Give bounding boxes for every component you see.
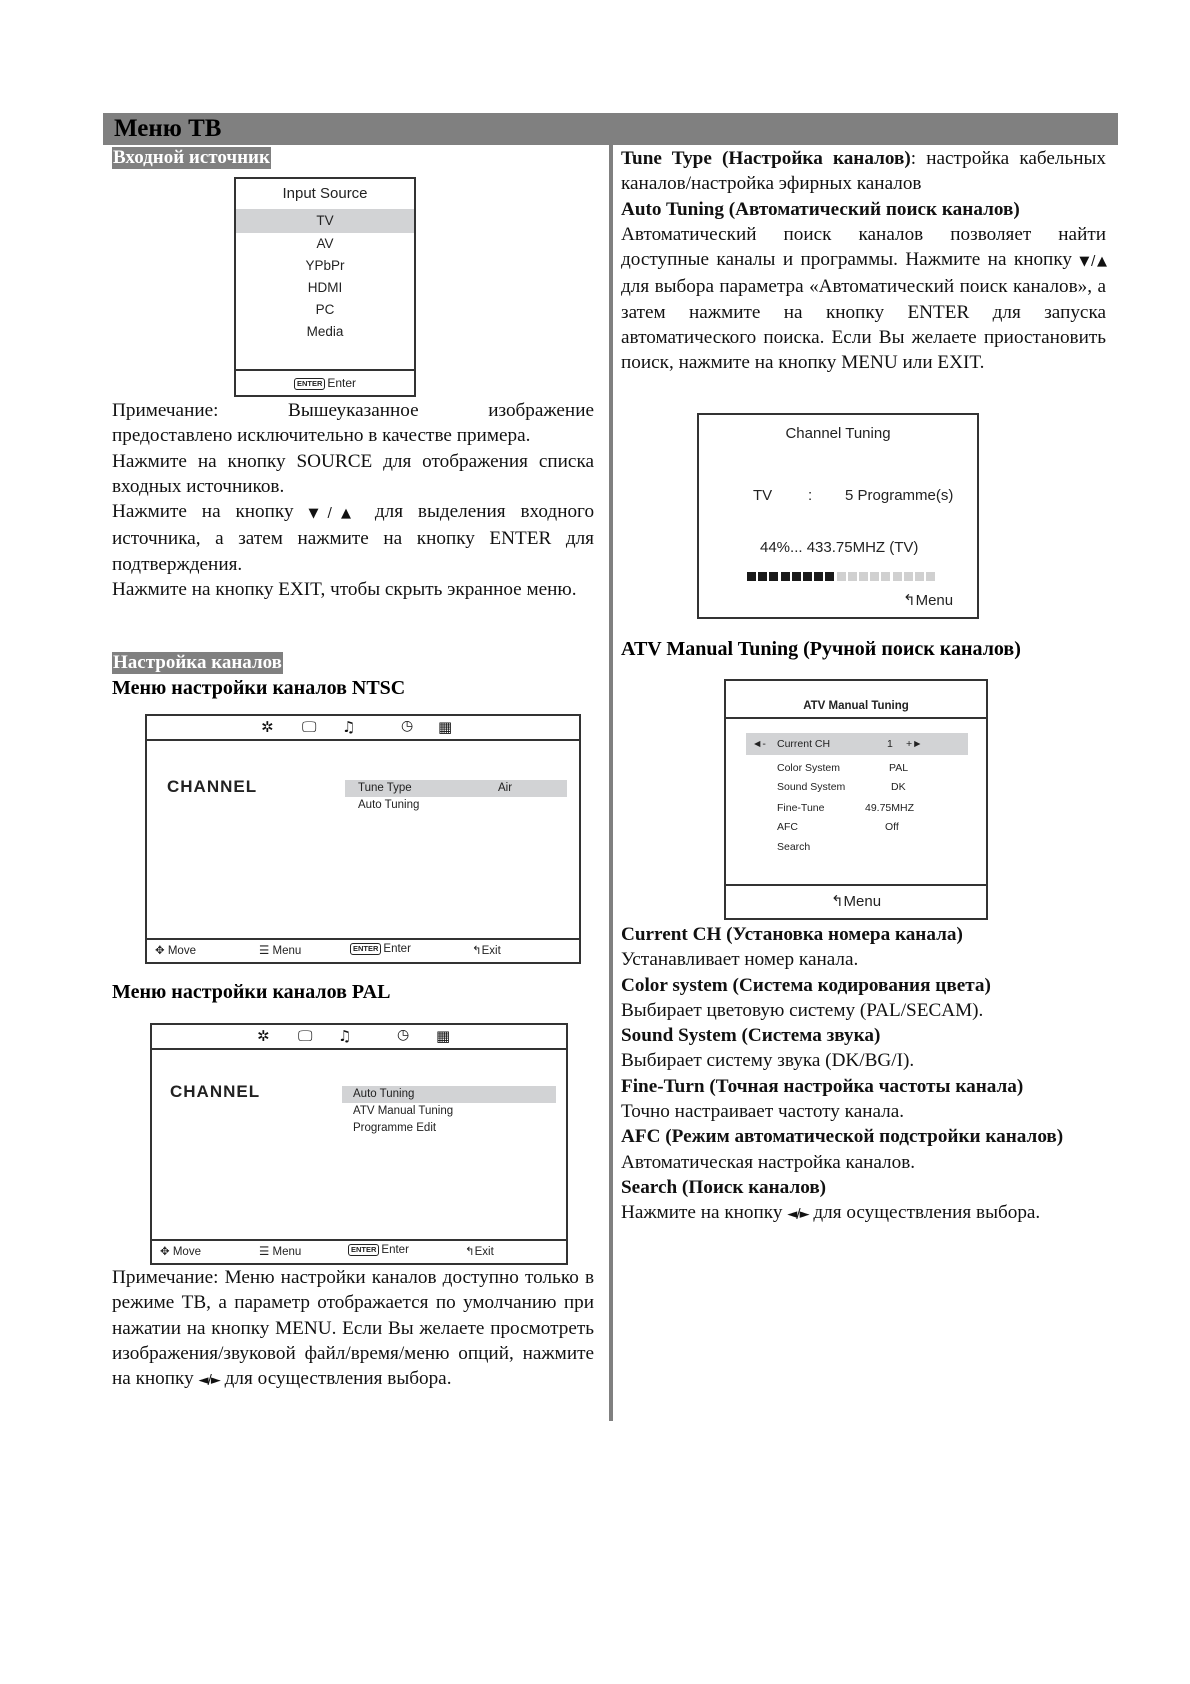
- text: Нажмите на кнопку: [621, 1202, 783, 1224]
- note-line-2: предоставлено исключительно в качестве примера.: [112, 425, 531, 447]
- row-label: Current CH: [777, 738, 831, 750]
- menu-tab-icons: [152, 1025, 566, 1050]
- option-auto-tuning[interactable]: [342, 1086, 556, 1103]
- row-value: PAL: [889, 762, 909, 774]
- tuning-programme-count: 5 Programme(s): [845, 487, 954, 504]
- menu-footer: [152, 1239, 566, 1263]
- progress-block-filled: [747, 572, 756, 581]
- input-source-footer: [236, 369, 414, 395]
- row-label: Color System: [777, 762, 841, 774]
- text: Нажмите на кнопку: [112, 501, 294, 523]
- gear-icon[interactable]: ✲: [261, 718, 274, 736]
- menu-icon: ☰: [259, 1246, 270, 1258]
- atv-row-current-ch[interactable]: [746, 733, 968, 755]
- ntsc-menu-heading: Меню настройки каналов NTSC: [112, 677, 406, 699]
- text: для осуществления выбора.: [813, 1202, 1041, 1224]
- gear-icon[interactable]: ✲: [257, 1027, 270, 1045]
- menu-label: Menu: [272, 945, 302, 957]
- auto-tuning-heading: Auto Tuning (Автоматический поиск каналов): [621, 198, 1020, 220]
- progress-block-filled: [769, 572, 778, 581]
- atv-row-afc[interactable]: [726, 818, 986, 836]
- channel-label: CHANNEL: [170, 1082, 261, 1101]
- input-source-item-ypbpr[interactable]: YPbPr: [305, 258, 345, 273]
- right-column-text: [621, 146, 1106, 376]
- menu-label: Menu: [843, 893, 882, 910]
- monitor-icon[interactable]: 🖵: [302, 718, 317, 736]
- enter-key-icon: ENTER: [350, 943, 381, 955]
- progress-block-filled: [792, 572, 801, 581]
- progress-block-empty: [904, 572, 913, 581]
- menu-label: Menu: [915, 592, 954, 609]
- atv-row-search[interactable]: [726, 838, 986, 856]
- menu-tab-icons: [147, 716, 579, 741]
- left-right-arrows-icon: ◄/►: [198, 1373, 220, 1389]
- atv-manual-heading: ATV Manual Tuning (Ручной поиск каналов): [621, 638, 1021, 660]
- atv-dialog-footer: [726, 884, 986, 918]
- row-label: Sound System: [777, 781, 846, 793]
- grid-icon[interactable]: ▦: [436, 1027, 451, 1045]
- music-note-icon[interactable]: ♫: [342, 718, 356, 736]
- enter-label: Enter: [383, 943, 411, 956]
- option-label: Auto Tuning: [353, 1088, 415, 1100]
- row-value: 1: [887, 738, 893, 750]
- note-source-instruction: Нажмите на кнопку SOURCE для отображения списка входных источников.: [112, 450, 594, 497]
- ntsc-channel-menu: [145, 714, 581, 964]
- progress-block-filled: [781, 572, 790, 581]
- row-label: Search: [777, 841, 811, 853]
- atv-row-fine-tune[interactable]: [726, 799, 986, 817]
- progress-block-filled: [825, 572, 834, 581]
- channel-settings-heading: Настройка каналов: [113, 652, 282, 673]
- note-line-1: Примечание: Вышеуказанное изображение: [112, 400, 594, 421]
- move-label: Move: [167, 945, 196, 957]
- tuning-status: 44%... 433.75MHZ (TV): [760, 539, 919, 556]
- text: для выделения входного источника, а затем нажмите на кнопку ENTER для подтверждения.: [112, 501, 595, 575]
- up-down-arrows-icon: ▼/▲: [1079, 254, 1106, 270]
- back-icon: ↰: [472, 945, 482, 957]
- progress-block-empty: [915, 572, 924, 581]
- exit-label: Exit: [474, 1246, 494, 1258]
- row-label: Fine-Tune: [777, 802, 825, 814]
- progress-block-filled: [803, 572, 812, 581]
- input-source-item-pc[interactable]: PC: [315, 302, 335, 317]
- progress-block-empty: [848, 572, 857, 581]
- atv-row-color-system[interactable]: [726, 759, 986, 777]
- atv-descriptions: [621, 922, 1106, 1228]
- option-atv-manual-tuning[interactable]: ATV Manual Tuning: [353, 1105, 454, 1117]
- decrease-arrow-icon[interactable]: ◄-: [752, 738, 766, 750]
- progress-block-empty: [881, 572, 890, 581]
- fine-turn-heading: Fine-Turn (Точная настройка частоты канала): [621, 1075, 1024, 1097]
- progress-block-filled: [758, 572, 767, 581]
- tuning-menu-hint: [903, 591, 953, 609]
- channel-menu-note: [112, 1265, 594, 1393]
- text: для выбора параметра «Автоматический поиск каналов», а затем нажмите на кнопку ENTER для запуска автоматического поиска. Если Вы желаете приостановить поиск, нажмите на кнопку MENU или EXIT.: [621, 276, 1106, 374]
- progress-block-empty: [837, 572, 846, 581]
- progress-block-empty: [926, 572, 935, 581]
- move-icon: ✥: [160, 1246, 170, 1258]
- clock-icon[interactable]: ◷: [397, 1027, 410, 1043]
- clock-icon[interactable]: ◷: [401, 718, 414, 734]
- pal-channel-menu: [150, 1023, 568, 1265]
- tuning-colon: :: [808, 487, 813, 504]
- channel-tuning-title: Channel Tuning: [785, 425, 891, 442]
- progress-block-empty: [893, 572, 902, 581]
- option-value: Air: [498, 782, 513, 794]
- afc-heading: AFC (Режим автоматической подстройки каналов): [621, 1126, 1064, 1148]
- note-exit-instruction: Нажмите на кнопку EXIT, чтобы скрыть экранное меню.: [112, 579, 577, 601]
- input-source-item-tv[interactable]: TV: [236, 209, 414, 233]
- menu-label: Menu: [272, 1246, 302, 1258]
- input-source-menu: [234, 177, 416, 397]
- progress-block-empty: [859, 572, 868, 581]
- pal-menu-heading: Меню настройки каналов PAL: [112, 981, 391, 1003]
- option-auto-tuning[interactable]: Auto Tuning: [358, 799, 420, 811]
- row-value: 49.75MHZ: [865, 802, 915, 814]
- row-value: Off: [885, 821, 899, 833]
- text: Автоматический поиск каналов позволяет найти доступные каналы и программы. Нажмите на кнопку: [621, 223, 1106, 271]
- color-system-text: Выбирает цветовую систему (PAL/SECAM).: [621, 999, 984, 1021]
- option-programme-edit[interactable]: Programme Edit: [353, 1122, 437, 1134]
- menu-icon: ☰: [259, 945, 270, 957]
- input-source-note: [112, 398, 594, 602]
- enter-label: Enter: [381, 1244, 409, 1257]
- input-source-list: [236, 209, 414, 343]
- input-source-item-av[interactable]: AV: [316, 236, 334, 251]
- enter-label: Enter: [327, 376, 357, 390]
- text: : настройка кабельных каналов/настройка эфирных каналов: [621, 148, 1106, 195]
- back-icon: ↰: [830, 893, 844, 910]
- input-source-item-hdmi[interactable]: HDMI: [307, 280, 343, 295]
- progress-block-filled: [814, 572, 823, 581]
- current-ch-text: Устанавливает номер канала.: [621, 949, 859, 971]
- left-right-arrows-icon: ◄/►: [787, 1207, 809, 1223]
- atv-row-sound-system[interactable]: [726, 778, 986, 796]
- option-label: Tune Type: [358, 782, 412, 794]
- current-ch-heading: Current CH (Установка номера канала): [621, 924, 963, 945]
- row-value: DK: [891, 781, 906, 793]
- tune-type-heading: Tune Type (Настройка каналов): [621, 148, 911, 169]
- atv-manual-tuning-dialog: [724, 679, 988, 920]
- up-down-arrows-icon: ▼/▲: [308, 506, 361, 522]
- move-icon: ✥: [155, 945, 165, 957]
- column-divider: [609, 145, 613, 1421]
- input-source-title: Input Source: [282, 185, 368, 202]
- back-icon: ↰: [903, 592, 916, 609]
- note-select-instruction: [112, 499, 594, 577]
- sound-system-heading: Sound System (Система звука): [621, 1025, 881, 1047]
- progress-block-empty: [870, 572, 879, 581]
- exit-label: Exit: [481, 945, 501, 957]
- afc-text: Автоматическая настройка каналов.: [621, 1151, 916, 1173]
- increase-arrow-icon[interactable]: +►: [906, 738, 923, 750]
- tuning-source: TV: [753, 487, 773, 504]
- color-system-heading: Color system (Система кодирования цвета): [621, 974, 991, 996]
- fine-turn-text: Точно настраивает частоту канала.: [621, 1101, 905, 1123]
- section-title-bar: [103, 113, 1118, 145]
- menu-footer: [147, 938, 579, 962]
- channel-label: CHANNEL: [167, 777, 258, 796]
- enter-key-icon: ENTER: [294, 378, 325, 390]
- text: для осуществления выбора.: [224, 1368, 452, 1390]
- atv-dialog-title: ATV Manual Tuning: [726, 681, 986, 719]
- tuning-progress-bar: [747, 572, 937, 582]
- back-icon: ↰: [465, 1246, 475, 1258]
- option-tune-type[interactable]: [345, 780, 567, 797]
- move-label: Move: [172, 1246, 201, 1258]
- input-source-heading: Входной источник: [113, 147, 270, 168]
- row-label: AFC: [777, 821, 798, 833]
- search-heading: Search (Поиск каналов): [621, 1176, 827, 1198]
- page-title: Меню ТВ: [114, 115, 222, 142]
- input-source-item-media[interactable]: Media: [306, 324, 344, 339]
- enter-key-icon: ENTER: [348, 1244, 379, 1256]
- channel-tuning-dialog: [697, 413, 979, 619]
- grid-icon[interactable]: ▦: [438, 718, 453, 736]
- sound-system-text: Выбирает систему звука (DK/BG/I).: [621, 1050, 915, 1072]
- text: Примечание: Меню настройки каналов доступно только в режиме ТВ, а параметр отображается по умолчанию при нажатии на кнопку MENU. Если Вы желаете просмотреть изображения/звуковой файл/время/меню опций, нажмите на кнопку: [112, 1267, 594, 1390]
- monitor-icon[interactable]: 🖵: [298, 1027, 313, 1045]
- music-note-icon[interactable]: ♫: [338, 1027, 352, 1045]
